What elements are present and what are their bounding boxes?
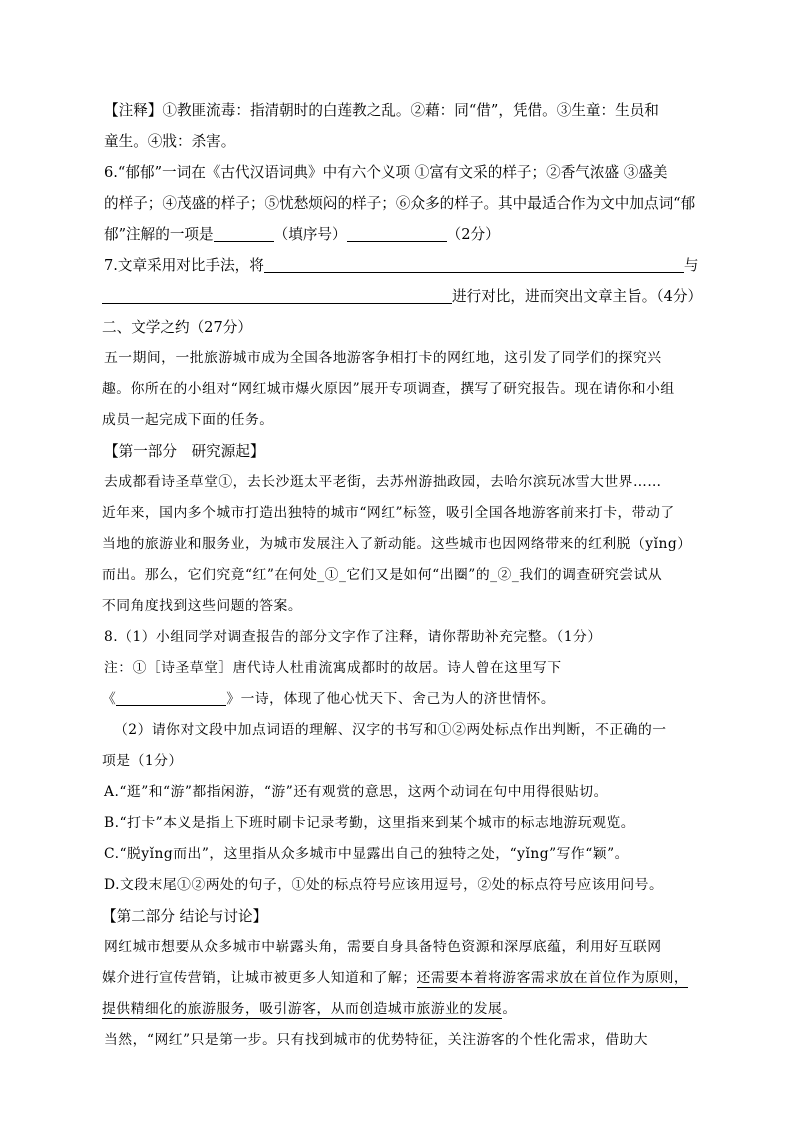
underlined-sentence-part-2: 提供精细化的旅游服务，吸引游客，从而创造城市旅游业的发展 (102, 1001, 503, 1017)
annotation-line-1: 【注释】①教匪流毒：指清朝时的白莲教之乱。②藉：同“借”，凭借。③生童：生员和 (104, 102, 659, 119)
intro-paragraph-line-2: 趣。你所在的小组对“网红城市爆火原因”展开专项调查，撰写了研究报告。现在请你和小组 (102, 381, 675, 397)
annotation-line-2: 童生。④戕：杀害。 (104, 133, 236, 150)
conclusion-paragraph-line-3 (102, 994, 742, 1025)
origin-paragraph-line-4: 而出。那么，它们究竟“红”在何处_①_它们又是如何“出圈”的_②_我们的调查研究尝试从 (102, 567, 663, 583)
underlined-sentence-part-1: 还需要本着将游客需求放在首位作为原则， (416, 970, 689, 986)
sentence-end-period: 。 (502, 1001, 517, 1017)
option-c: C.“脱yǐng而出”，这里指从众多城市中显露出自己的独特之处，“yǐng”写作“颖”。 (104, 846, 629, 862)
part-1-heading: 【第一部分 研究源起】 (104, 443, 265, 460)
answer-blank-q7-first[interactable] (264, 256, 684, 273)
conclusion-paragraph-line-2 (102, 963, 742, 994)
question-7-rest: 进行对比，进而突出文章主旨。（4分） (452, 288, 703, 305)
origin-paragraph-line-3: 当地的旅游业和服务业，为城市发展注入了新动能。这些城市也因网络带来的红利脱（yǐng） (102, 536, 692, 552)
intro-paragraph-line-1: 五一期间，一批旅游城市成为全国各地游客争相打卡的网红地，这引发了同学们的探究兴 (104, 350, 662, 366)
question-6-line-2: 的样子；④茂盛的样子；⑤忧愁烦闷的样子；⑥众多的样子。其中最适合作为文中加点词“郁 (104, 195, 696, 212)
question-8-1-line-1: 8.（1）小组同学对调查报告的部分文字作了注释，请你帮助补充完整。（1分） (104, 629, 602, 645)
option-d: D.文段末尾①②两处的句子，①处的标点符号应该用逗号，②处的标点符号应该用问号。 (104, 877, 664, 893)
conclusion-paragraph-line-1: 网红城市想要从众多城市中崭露头角，需要自身具备特色资源和深厚底蕴，利用好互联网 (104, 939, 662, 955)
option-a: A.“逛”和“游”都指闲游，“游”还有观赏的意思，这两个动词在句中用得很贴切。 (104, 784, 608, 800)
section-2-heading: 二、文学之约（27分） (102, 319, 252, 336)
question-6-line-1: 6.“郁郁”一词在《古代汉语词典》中有六个义项 ①富有文采的样子；②香气浓盛 ③盛美 (104, 164, 668, 181)
book-title-rest: 》一诗，体现了他心忧天下、舍己为人的济世情怀。 (226, 691, 556, 707)
question-8-1-line-3 (102, 684, 742, 715)
option-b: B.“打卡”本义是指上下班时刷卡记录考勤，这里指来到某个城市的标志地游玩观览。 (104, 815, 636, 831)
question-6-hint: （填序号） (273, 226, 347, 243)
intro-paragraph-line-3: 成员一起完成下面的任务。 (102, 412, 274, 428)
question-8-2-line-2: 项是（1分） (102, 753, 183, 769)
question-7-line-2 (102, 281, 742, 312)
origin-paragraph-line-1: 去成都看诗圣草堂①，去长沙逛太平老街，去苏州游拙政园，去哈尔滨玩冰雪大世界…… (104, 474, 662, 490)
answer-blank-q6-number[interactable] (214, 225, 274, 242)
answer-blank-q7-second[interactable] (102, 287, 452, 304)
answer-blank-q6-text[interactable] (347, 225, 447, 242)
part-2-heading: 【第二部分 结论与讨论】 (102, 908, 268, 925)
question-8-1-line-2: 注：①［诗圣草堂］唐代诗人杜甫流寓成都时的故居。诗人曾在这里写下 (104, 660, 562, 676)
question-7-connector: 与 (683, 257, 699, 274)
question-7-prompt: 7.文章采用对比手法，将 (104, 257, 264, 274)
question-6-score: （2分） (446, 226, 500, 243)
final-paragraph-line-1: 当然，“网红”只是第一步。只有找到城市的优势特征，关注游客的个性化需求，借助大 (104, 1032, 649, 1048)
answer-blank-poem-title[interactable] (116, 689, 226, 706)
conclusion-plain-text: 媒介进行宣传营销，让城市被更多人知道和了解； (102, 970, 417, 986)
question-8-2-line-1: （2）请你对文段中加点词语的理解、汉字的书写和①②两处标点作出判断，不正确的一 (114, 722, 667, 738)
origin-paragraph-line-5: 不同角度找到这些问题的答案。 (102, 598, 303, 614)
question-6-line-3 (102, 219, 742, 250)
origin-paragraph-line-2: 近年来，国内多个城市打造出独特的城市“网红”标签，吸引全国各地游客前来打卡，带动了 (102, 505, 675, 521)
question-6-prompt: 郁”注解的一项是 (104, 226, 214, 243)
book-title-open: 《 (102, 691, 117, 707)
document-body (102, 95, 742, 1056)
question-7-line-1 (102, 250, 742, 281)
